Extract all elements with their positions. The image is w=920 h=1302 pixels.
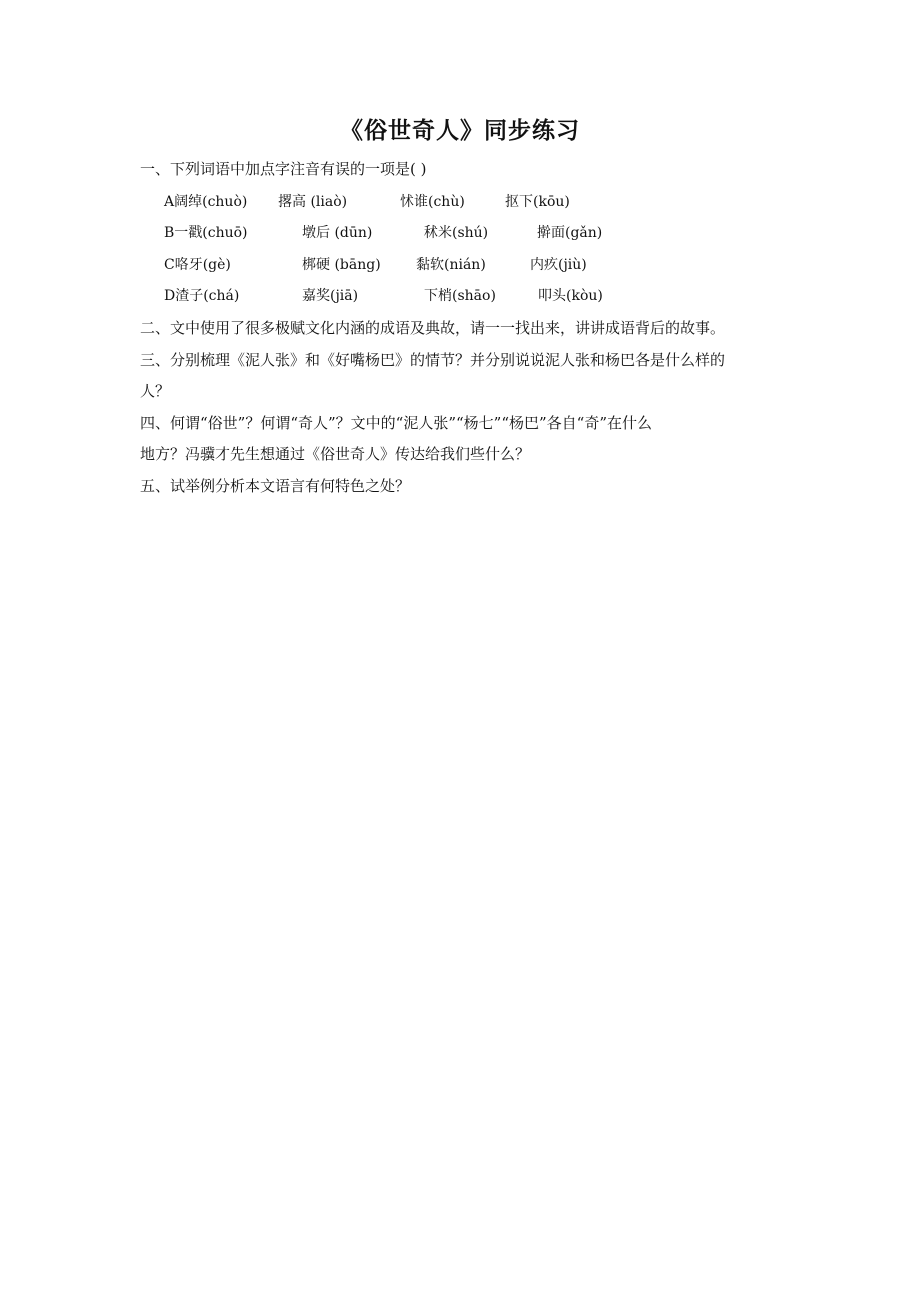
option-a-2: 撂高 (liaò): [278, 194, 348, 210]
option-a-1: A阔绰(chuò): [164, 194, 248, 210]
option-d-2: 嘉奖(jiā): [302, 288, 359, 304]
question-2: 二、文中使用了很多极赋文化内涵的成语及典故，请一一找出来，讲讲成语背后的故事。: [140, 319, 726, 337]
option-d-1: D渣子(chá): [164, 288, 240, 304]
option-d-3: 下梢(shāo): [424, 288, 496, 304]
option-b-3: 秫米(shú): [424, 225, 489, 241]
option-d-4: 叩头(kòu): [538, 288, 603, 304]
option-a-3: 怵谁(chù): [400, 194, 465, 210]
option-b-4: 擀面(gǎn): [537, 225, 603, 241]
question-4-line-2: 地方？冯骥才先生想通过《俗世奇人》传达给我们些什么？: [140, 445, 531, 463]
option-c-1: C咯牙(gè): [164, 257, 231, 273]
question-4-line-1: 四、何谓“俗世”？何谓“奇人”？文中的“泥人张”“杨七”“杨巴”各自“奇”在什么: [140, 414, 653, 432]
option-a-4: 抠下(kōu): [505, 194, 570, 210]
question-5: 五、试举例分析本文语言有何特色之处？: [140, 477, 411, 495]
question-1: 一、下列词语中加点字注音有误的一项是( ): [140, 160, 427, 178]
option-c-2: 梆硬 (bāng): [302, 257, 381, 273]
option-c-4: 内疚(jiù): [530, 257, 587, 273]
question-3-line-1: 三、分别梳理《泥人张》和《好嘴杨巴》的情节？并分别说说泥人张和杨巴各是什么样的: [140, 351, 726, 369]
question-3-line-2: 人？: [140, 382, 171, 400]
option-b-2: 墩后 (dūn): [302, 225, 373, 241]
option-b-1: B一戳(chuō): [164, 225, 248, 241]
option-c-3: 黏软(nián): [416, 257, 486, 273]
page-title: 《俗世奇人》同步练习: [340, 117, 580, 144]
